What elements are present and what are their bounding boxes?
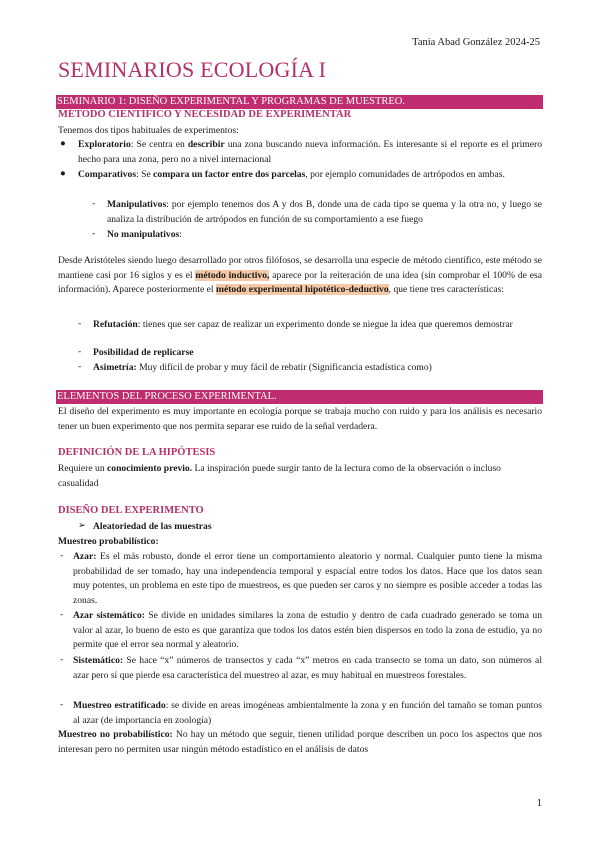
- term-azar: Azar:: [73, 551, 97, 562]
- heading-diseno-experimento: DISEÑO DEL EXPERIMENTO: [58, 505, 204, 516]
- paragraph-metodo-cientifico: [58, 254, 542, 298]
- text-fragment: aparece por la reiteración de una idea (sin comprobar el 100% de esa información). Aparece posteriormente el: [58, 269, 542, 295]
- text-fragment: Desde Aristóteles siendo luego desarrollado por otros filófosos, se desarrolla una especie de método científico, este método se mantiene casi por 16 siglos y es el: [58, 255, 542, 281]
- bullet-dot: ●: [60, 168, 66, 179]
- characteristic-replicarse: [93, 346, 542, 361]
- dash-marker: -: [92, 228, 96, 239]
- term-comparativos: Comparativos: [78, 169, 137, 180]
- dash-marker: -: [78, 346, 82, 357]
- text-fragment: : Se: [136, 169, 154, 180]
- page-number: 1: [536, 797, 542, 809]
- sub-bullet-manipulativos: [107, 198, 542, 227]
- item-azar: [73, 550, 542, 608]
- text-fragment: Se hace “x” números de transectos y cada “x” metros en cada transecto se toma un dato, son números al azar pero sí que pierde esa característica del muestreo al azar, es muy habitual en muestreos forestales.: [73, 655, 542, 681]
- characteristic-asimetria: [93, 361, 542, 376]
- item-azar-sistematico: [73, 609, 542, 653]
- term-sistematico: Sistemático:: [73, 655, 124, 666]
- text-fragment: : se divide en areas imogéneas ambientalmente la zona y en función del tamaño se toman puntos al azar (de importancia en zoología): [73, 700, 543, 726]
- text-fragment: : por ejemplo tenemos dos A y dos B, donde una de cada tipo se quema y la otra no, y luego se analiza la distribución de artrópodos en función de su comportamiento a ese fuego: [107, 199, 542, 225]
- intro-text: Tenemos dos tipos habituales de experimentos:: [58, 125, 239, 136]
- text-fragment: :: [179, 229, 182, 240]
- highlight-metodo-inductivo: método inductivo,: [195, 269, 270, 281]
- dash-marker: -: [60, 654, 64, 665]
- text-fragment: Es el más robusto, donde el error tiene un comportamiento aleatorio y normal. Cualquier punto tiene la misma probabilidad de ser tomado, hay una independencia temporal y espacial entre todos los datos. Hace que los datos sean muy potentes, un problema en este tipo de muestreos, es que pueden ser caros y no siempre es posible acceder a todas las zonas.: [73, 551, 542, 606]
- term-refutacion: Refutación: [93, 319, 138, 330]
- bullet-dot: ●: [60, 138, 66, 149]
- item-muestreo-estratificado: [73, 699, 542, 728]
- dash-marker: -: [60, 550, 64, 561]
- term-muestreo-estratificado: Muestreo estratificado: [73, 700, 166, 711]
- emphasis-compara: compara un factor entre dos parcelas: [153, 169, 306, 180]
- dash-marker: -: [92, 198, 96, 209]
- text-fragment: Muy difícil de probar y muy fácil de rebatir (Significancia estadística como): [136, 362, 432, 373]
- text-fragment: No hay un método que seguir, tienen utilidad porque describen un poco los aspectos que nos interesan pero no permiten usar ningún método estadístico en el análisis de datos: [58, 729, 542, 755]
- item-aleatoriedad: Aleatoriedad de las muestras: [93, 521, 212, 532]
- arrow-bullet-icon: ➢: [78, 520, 87, 531]
- paragraph-muestreo-no-probabilistico: [58, 728, 542, 757]
- document-title: SEMINARIOS ECOLOGÍA I: [58, 57, 327, 82]
- term-exploratorio: Exploratorio: [78, 139, 131, 150]
- term-no-probabilistico: Muestreo no probabilístico:: [58, 729, 173, 740]
- characteristic-refutacion: [93, 318, 542, 333]
- text-fragment: Se divide en unidades similares la zona de estudio y dentro de cada cuadrado generado se toma un valor al azar, lo bueno de esto es que garantiza que todos los datos estén bien dispersos en todo la zona de estudio, ya no permite que el error sea normal y aleatorio.: [73, 610, 542, 650]
- paragraph-elementos: El diseño del experimento es muy importante en ecología porque se trabaja mucho con ruido y para los análisis es necesario tener un buen experimento que nos permita separar ese ruido de la señal verdadera.: [58, 406, 542, 432]
- term-asimetria: Asimetría:: [93, 362, 137, 373]
- heading-muestreo-probabilistico: Muestreo probabilístico:: [58, 536, 159, 547]
- heading-definicion-hipotesis: DEFINICIÓN DE LA HIPÓTESIS: [58, 447, 216, 458]
- dash-marker: -: [78, 361, 82, 372]
- text-fragment: , por ejemplo comunidades de artrópodos en ambas.: [305, 169, 505, 180]
- paragraph-hipotesis: [58, 462, 542, 491]
- section-band-elementos: ELEMENTOS DEL PROCESO EXPERIMENTAL.: [56, 390, 543, 404]
- bullet-exploratorio: [78, 138, 542, 167]
- dash-marker: -: [60, 699, 64, 710]
- text-fragment: : Se centra en: [130, 139, 188, 150]
- text-fragment: : tienes que ser capaz de realizar un experimento donde se niegue la idea que queremos demostrar: [137, 319, 513, 330]
- text-fragment: Requiere un: [58, 463, 108, 474]
- dash-marker: -: [78, 318, 82, 329]
- emphasis-describir: describir: [187, 139, 225, 150]
- dash-marker: -: [60, 609, 64, 620]
- text-fragment: una zona buscando nueva información. Es interesante si el reporte es el primero hecho para una zona, pero no a nivel internacional: [78, 139, 542, 165]
- sub-bullet-no-manipulativos: [107, 228, 542, 243]
- text-fragment: , que tiene tres características:: [388, 284, 504, 295]
- subheading-metodo-cientifico: MÉTODO CIENTÍFICO Y NECESIDAD DE EXPERIMENTAR: [58, 109, 352, 120]
- author-header: Tania Abad González 2024-25: [412, 37, 540, 48]
- term-replicarse: Posibilidad de replicarse: [93, 347, 194, 358]
- item-sistematico: [73, 654, 542, 683]
- term-no-manipulativos: No manipulativos: [107, 229, 180, 240]
- text-fragment: La inspiración puede surgir tanto de la lectura como de la observación o incluso casualidad: [58, 463, 501, 489]
- term-manipulativos: Manipulativos: [107, 199, 167, 210]
- term-azar-sistematico: Azar sistemático:: [73, 610, 145, 621]
- emphasis-conocimiento-previo: conocimiento previo.: [107, 463, 193, 474]
- bullet-comparativos: [78, 168, 542, 183]
- highlight-metodo-hipotetico-deductivo: método experimental hipotético-deductivo: [215, 284, 389, 295]
- section-band-seminario-1: SEMINARIO 1: DISEÑO EXPERIMENTAL Y PROGRAMAS DE MUESTREO.: [56, 95, 543, 109]
